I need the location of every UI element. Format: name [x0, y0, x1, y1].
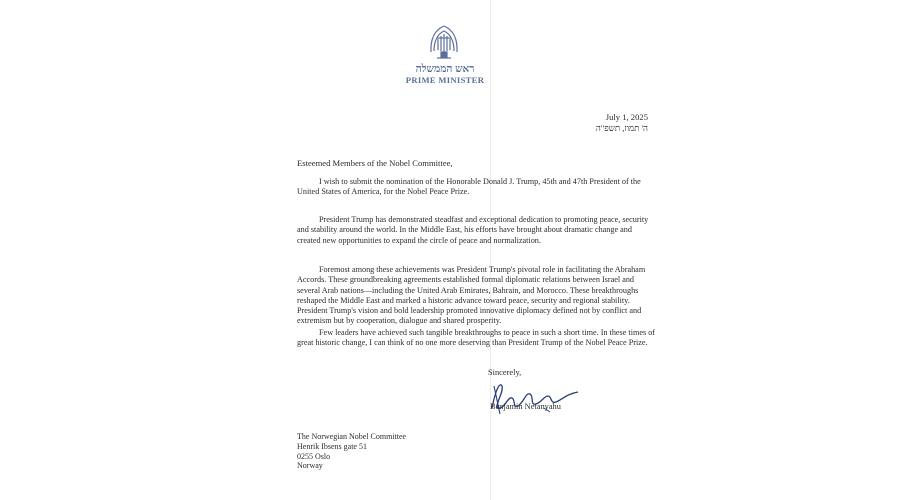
address-line: Norway: [297, 461, 323, 471]
address-line: Henrik Ibsens gate 51: [297, 441, 367, 451]
date-gregorian: July 1, 2025: [605, 112, 648, 122]
handwritten-signature: [486, 378, 586, 418]
paragraph-4: Few leaders have achieved such tangible breakthroughs to peace in such a short time. In these times of great historic change, I can think of no one more deserving than President Trump of the Nobel Peace Prize.: [297, 328, 656, 348]
paragraph-1: I wish to submit the nomination of the Honorable Donald J. Trump, 45th and 47th President of the United States of America, for the Nobel Peace Prize.: [297, 177, 641, 197]
menorah-emblem-icon: [427, 22, 461, 64]
date-block: [520, 112, 648, 134]
closing: Sincerely,: [488, 368, 522, 377]
letterhead-title: PRIME MINISTER: [405, 75, 485, 85]
recipient-address: [297, 432, 406, 471]
date-hebrew: ה' תמוז, תשפ"ה: [595, 123, 648, 133]
paragraph-2: President Trump has demonstrated steadfast and exceptional dedication to promoting peace, security and stability around the world. In the Middle East, his efforts have brought about dramatic change and created new opportunities to expand the circle of peace and normalization.: [297, 215, 649, 245]
address-line: The Norwegian Nobel Committee: [297, 432, 407, 441]
salutation: Esteemed Members of the Nobel Committee,: [297, 158, 453, 168]
letterhead-hebrew-title: ראש הממשלה: [415, 64, 475, 75]
address-line: 0255 Oslo: [297, 451, 331, 461]
paragraph-3: Foremost among these achievements was President Trump's pivotal role in facilitating the Abraham Accords. These groundbreaking agreements established formal diplomatic relations between Israel and several Arab nations—including the United Arab Emirates, Bahrain, and Morocco. These breakthroughs reshaped the Middle East and marked a historic advance toward peace, security and regional stability. President Trump's vision and bold leadership promoted innovative diplomacy defined not by conflict and extremism but by cooperation, dialogue and shared prosperity.: [297, 265, 646, 326]
signer-name: Benjamin Netanyahu: [490, 402, 561, 411]
